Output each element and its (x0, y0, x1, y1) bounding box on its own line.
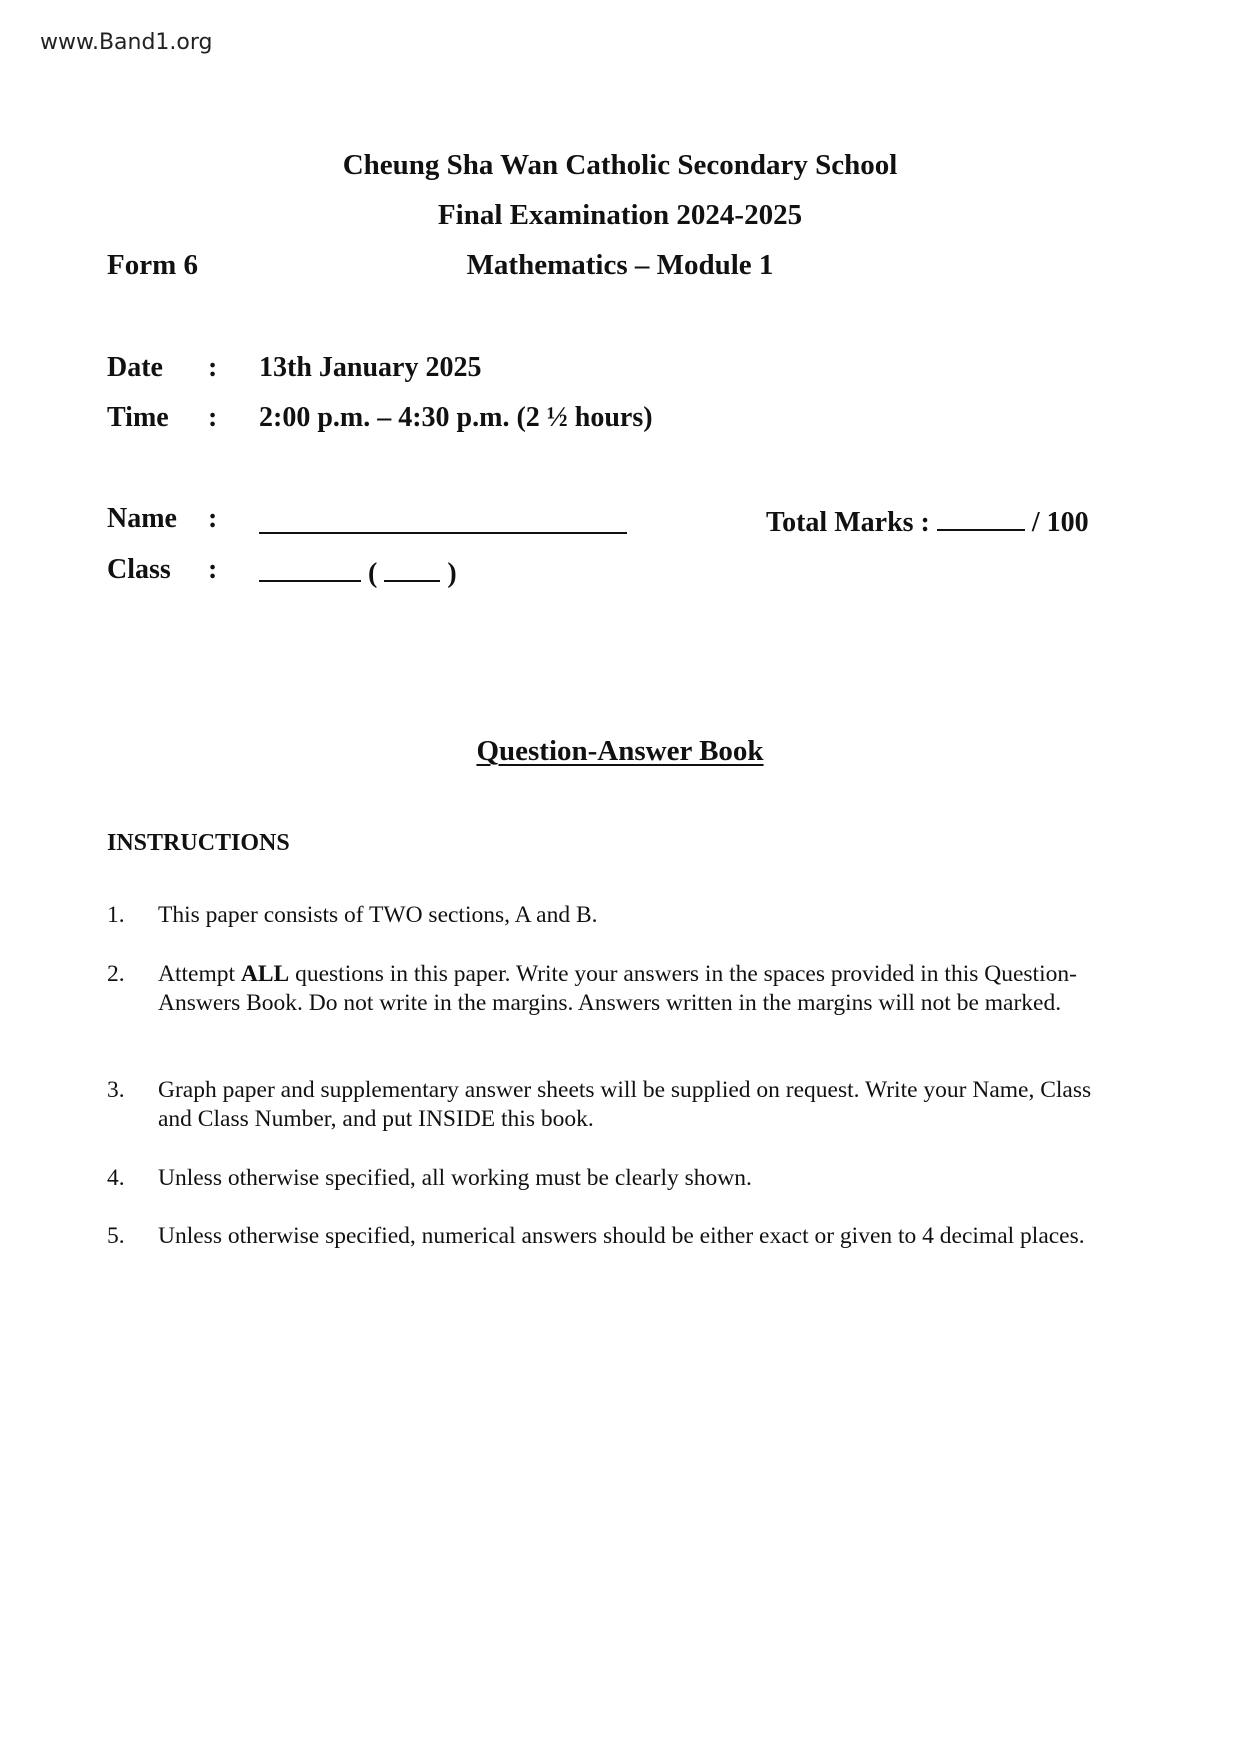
item-text: This paper consists of TWO sections, A and B. (158, 902, 598, 928)
form-label: Form 6 (107, 249, 198, 281)
instruction-item (107, 960, 1117, 1017)
class-close-paren: ) (447, 558, 457, 589)
total-marks (766, 503, 1089, 539)
exam-title: Final Examination 2024-2025 (437, 199, 803, 231)
subject-title: Mathematics – Module 1 (466, 249, 774, 281)
item-text: Graph paper and supplementary answer sheets will be supplied on request. Write your Name, Class and Class Number, and put INSIDE this book. (158, 1077, 1092, 1132)
instruction-item (107, 1076, 1117, 1133)
total-marks-field[interactable] (937, 503, 1025, 531)
total-marks-max: / 100 (1031, 507, 1089, 538)
time-value: 2:00 p.m. – 4:30 p.m. (2 ½ hours) (259, 402, 653, 433)
item-number: 4. (107, 1165, 125, 1191)
class-label: Class (107, 554, 171, 585)
total-marks-label: Total Marks : (766, 507, 930, 538)
class-field[interactable] (259, 554, 457, 590)
item-number: 5. (107, 1223, 125, 1249)
item-text: Attempt ALL questions in this paper. Write your answers in the spaces provided in this Question-Answers Book. Do not write in the margins. Answers written in the margins will not be marked. (158, 961, 1077, 1016)
instruction-item (107, 1164, 1117, 1193)
name-label: Name (107, 503, 177, 534)
book-title (0, 735, 1240, 768)
class-blank[interactable] (259, 554, 361, 582)
item-number: 2. (107, 961, 125, 987)
instructions-title: INSTRUCTIONS (107, 830, 290, 856)
item-number: 1. (107, 902, 125, 928)
name-field[interactable] (259, 506, 627, 539)
item-number: 3. (107, 1077, 125, 1103)
item-text: Unless otherwise specified, numerical answers should be either exact or given to 4 decimal places. (158, 1223, 1085, 1249)
book-title-text: Question-Answer Book (476, 735, 764, 767)
class-colon: : (208, 554, 218, 585)
class-number-blank[interactable] (384, 554, 440, 582)
date-colon: : (208, 352, 218, 383)
item-text: Unless otherwise specified, all working must be clearly shown. (158, 1165, 752, 1191)
date-value: 13th January 2025 (259, 352, 482, 383)
watermark: www.Band1.org (40, 30, 213, 55)
school-name: Cheung Sha Wan Catholic Secondary School (342, 149, 898, 181)
time-colon: : (208, 402, 218, 433)
time-label: Time (107, 402, 169, 433)
class-open-paren: ( (368, 558, 378, 589)
instruction-item (107, 901, 1117, 930)
name-colon: : (208, 503, 218, 534)
date-label: Date (107, 352, 163, 383)
instruction-item (107, 1222, 1117, 1251)
